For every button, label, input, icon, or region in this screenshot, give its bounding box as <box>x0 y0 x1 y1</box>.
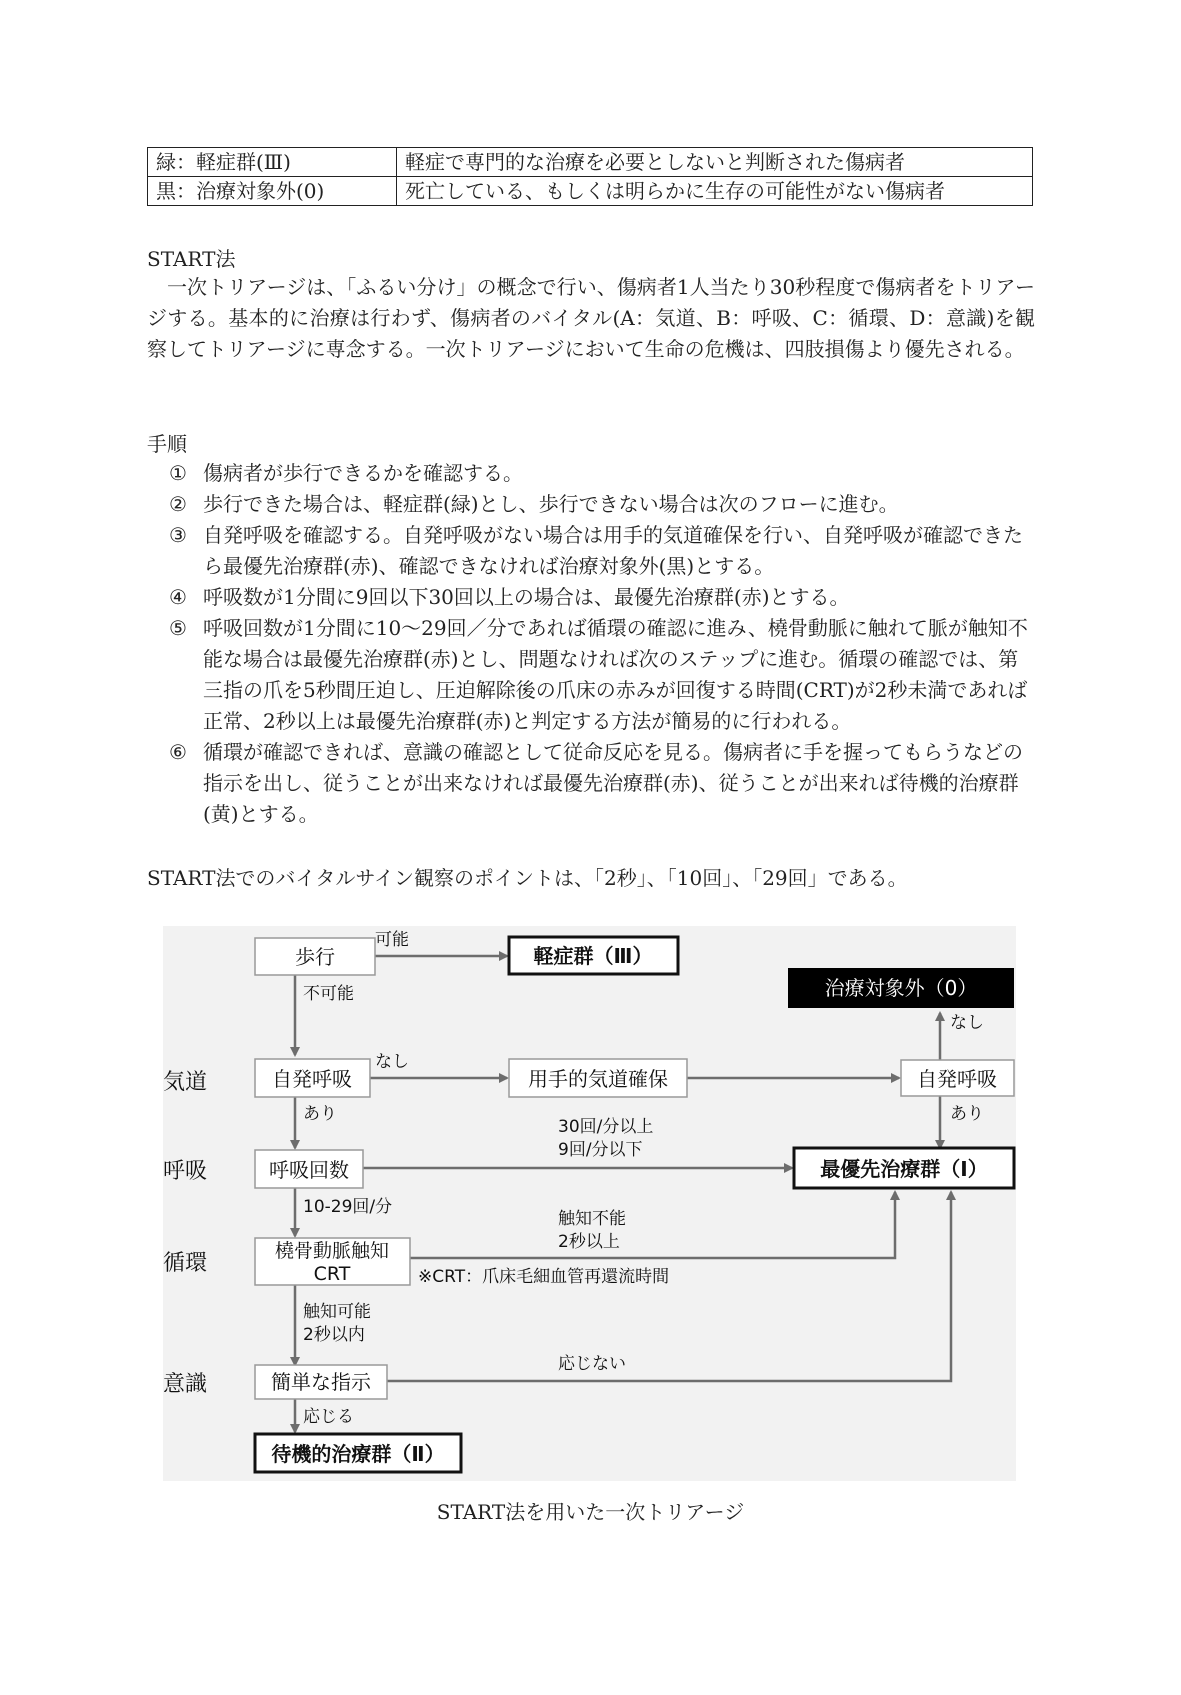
node-minor <box>509 937 678 974</box>
row-label-consciousness: 意識 <box>163 1372 208 1397</box>
category-cell: 黒：治療対象外(0) <box>148 177 397 206</box>
edge-label-rate-high: 30回/分以上 <box>558 1117 654 1137</box>
node-radial-pulse-crt <box>255 1238 410 1285</box>
step-number: ⑤ <box>169 616 187 640</box>
list-item <box>147 737 1035 830</box>
edge-label-response: 応じる <box>303 1407 354 1427</box>
triage-category-table <box>147 147 1033 206</box>
node-spontaneous-breathing-2 <box>901 1060 1014 1096</box>
row-label-circulation: 循環 <box>163 1251 208 1276</box>
start-section-title: START法 <box>147 247 236 271</box>
node-untreatable <box>788 968 1014 1008</box>
step-text: 自発呼吸を確認する。自発呼吸がない場合は用手的気道確保を行い、自発呼吸が確認できたら最優先治療群(赤)、確認できなければ治療対象外(黒)とする。 <box>203 523 1023 578</box>
table-row <box>148 148 1033 177</box>
step-number: ② <box>169 492 187 516</box>
svg-text:呼吸回数: 呼吸回数 <box>269 1158 349 1182</box>
step-text: 呼吸回数が1分間に10～29回／分であれば循環の確認に進み、橈骨動脈に触れて脈が触知不能な場合は最優先治療群(赤)とし、問題なければ次のステップに進む。循環の確認では、第三指の爪を5秒間圧迫し、圧迫解除後の爪床の赤みが回復する時間(CRT)が2秒未満であれば正常、2秒以上は最優先治療群(赤)と判定する方法が簡易的に行われる。 <box>203 616 1028 733</box>
node-walk <box>255 938 375 975</box>
svg-text:歩行: 歩行 <box>295 945 335 969</box>
svg-text:自発呼吸: 自発呼吸 <box>272 1067 352 1091</box>
svg-text:橈骨動脈触知: 橈骨動脈触知 <box>274 1240 390 1262</box>
step-number: ⑥ <box>169 740 187 764</box>
edge-label-no-response: 応じない <box>558 1354 626 1374</box>
step-number: ① <box>169 461 187 485</box>
step-number: ③ <box>169 523 187 547</box>
edge-label-manual-none: なし <box>950 1013 984 1033</box>
node-delayed <box>255 1434 461 1472</box>
edge-label-crt-short: 2秒以内 <box>303 1325 365 1345</box>
crt-note: ※CRT：爪床毛細血管再還流時間 <box>418 1267 670 1287</box>
node-immediate <box>794 1148 1014 1188</box>
list-item <box>147 582 1035 613</box>
row-label-airway: 気道 <box>163 1070 208 1095</box>
category-cell: 緑：軽症群(Ⅲ) <box>148 148 397 177</box>
edge-label-pulse-present: 触知可能 <box>303 1302 371 1322</box>
figure-caption: START法を用いた一次トリアージ <box>436 1500 745 1524</box>
list-item <box>147 489 1035 520</box>
svg-text:自発呼吸: 自発呼吸 <box>917 1067 997 1091</box>
step-text: 循環が確認できれば、意識の確認として従命反応を見る。傷病者に手を握ってもらうなどの指示を出し、従うことが出来なければ最優先治療群(赤)、従うことが出来れば待機的治療群(黄)とする。 <box>203 740 1023 826</box>
node-simple-command <box>255 1365 387 1399</box>
list-item <box>147 520 1035 582</box>
edge-label-breath-none: なし <box>375 1052 409 1072</box>
procedure-steps-list <box>147 458 1035 830</box>
procedure-title: 手順 <box>147 432 187 456</box>
edge-label-crt-long: 2秒以上 <box>558 1232 620 1252</box>
svg-text:簡単な指示: 簡単な指示 <box>271 1370 371 1394</box>
start-section-paragraph: 一次トリアージは、「ふるい分け」の概念で行い、傷病者1人当たり30秒程度で傷病者をトリアージする。基本的に治療は行わず、傷病者のバイタル(A：気道、B：呼吸、C：循環、D：意識)を観察してトリアージに専念する。一次トリアージにおいて生命の危機は、四肢損傷より優先される。 <box>147 275 1035 361</box>
edge-label-possible: 可能 <box>375 930 409 950</box>
table-row <box>148 177 1033 206</box>
arrow-radial-to-immediate <box>410 1192 895 1258</box>
svg-text:待機的治療群（Ⅱ）: 待機的治療群（Ⅱ） <box>271 1442 445 1466</box>
step-text: 呼吸数が1分間に9回以下30回以上の場合は、最優先治療群(赤)とする。 <box>203 585 850 609</box>
svg-text:治療対象外（0）: 治療対象外（0） <box>824 976 978 1000</box>
node-spontaneous-breathing <box>255 1059 370 1097</box>
list-item <box>147 458 1035 489</box>
svg-text:用手的気道確保: 用手的気道確保 <box>528 1067 668 1091</box>
row-label-breathing: 呼吸 <box>163 1159 208 1184</box>
edge-label-rate-normal: 10-29回/分 <box>303 1197 393 1217</box>
svg-text:軽症群（Ⅲ）: 軽症群（Ⅲ） <box>533 944 653 968</box>
edge-label-breath-present: あり <box>303 1104 337 1124</box>
edge-label-impossible: 不可能 <box>303 984 354 1004</box>
step-text: 傷病者が歩行できるかを確認する。 <box>203 461 523 485</box>
step-number: ④ <box>169 585 187 609</box>
edge-label-rate-low: 9回/分以下 <box>558 1140 643 1160</box>
svg-text:CRT: CRT <box>313 1263 351 1285</box>
description-cell: 死亡している、もしくは明らかに生存の可能性がない傷病者 <box>397 177 1033 206</box>
list-item <box>147 613 1035 737</box>
step-text: 歩行できた場合は、軽症群(緑)とし、歩行できない場合は次のフローに進む。 <box>203 492 899 516</box>
start-triage-flowchart <box>163 926 1016 1481</box>
node-respiratory-rate <box>255 1150 363 1188</box>
edge-label-manual-present: あり <box>950 1104 984 1124</box>
svg-text:最優先治療群（Ⅰ）: 最優先治療群（Ⅰ） <box>820 1157 988 1181</box>
edge-label-pulse-absent: 触知不能 <box>558 1209 626 1229</box>
node-manual-airway <box>509 1059 687 1097</box>
description-cell: 軽症で専門的な治療を必要としないと判断された傷病者 <box>397 148 1033 177</box>
procedure-summary: START法でのバイタルサイン観察のポイントは、「2秒」、「10回」、「29回」である。 <box>147 866 908 890</box>
